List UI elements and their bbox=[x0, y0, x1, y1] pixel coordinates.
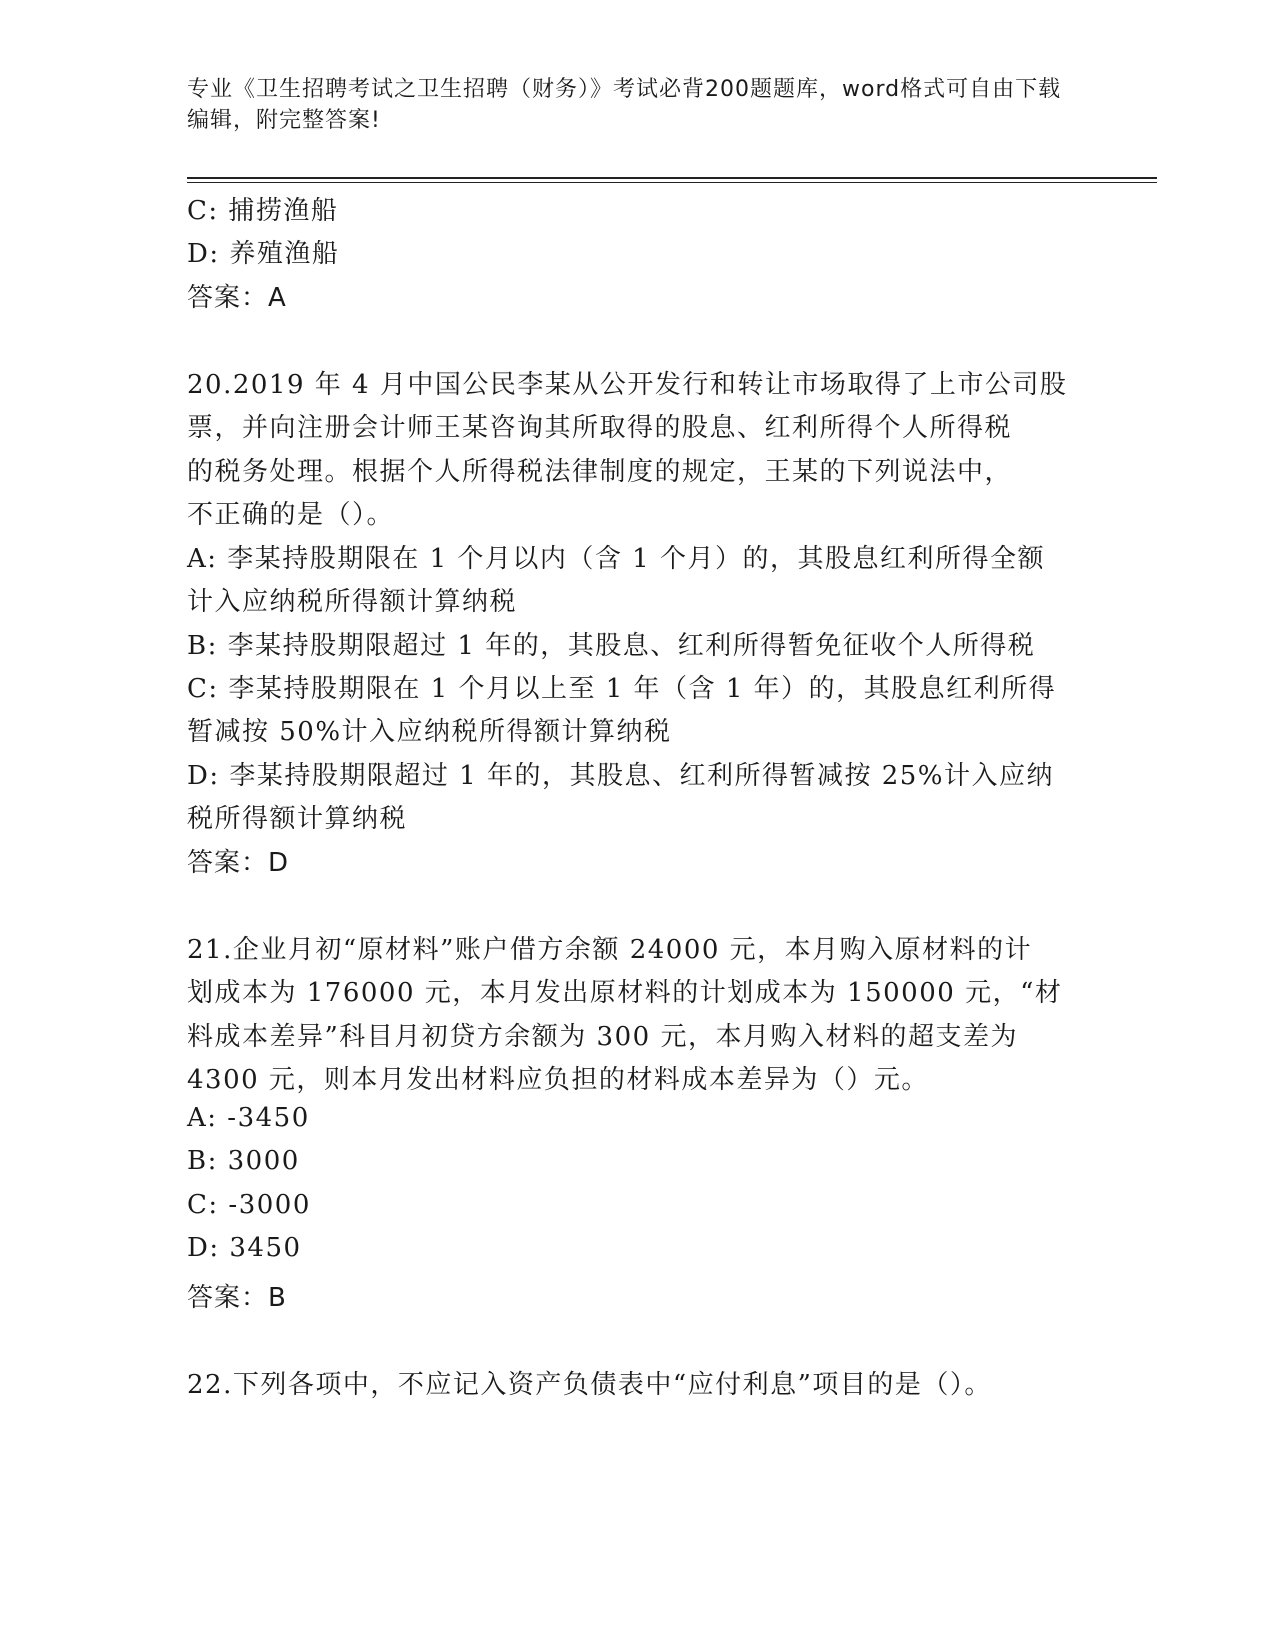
option-line: A: 李某持股期限在 1 个月以内（含 1 个月）的，其股息红利所得全额 bbox=[187, 544, 1045, 574]
option-line: 税所得额计算纳税 bbox=[187, 804, 408, 834]
question-line: 划成本为 176000 元，本月发出原材料的计划成本为 150000 元，“材 bbox=[187, 978, 1063, 1008]
answer-line: 答案：D bbox=[187, 848, 290, 878]
option-line: C: -3000 bbox=[187, 1190, 311, 1220]
option-line: 计入应纳税所得额计算纳税 bbox=[187, 587, 518, 617]
header-divider-thick bbox=[187, 177, 1157, 179]
option-line: B: 3000 bbox=[187, 1146, 300, 1176]
header-divider-thin bbox=[187, 182, 1157, 183]
option-line: D: 养殖渔船 bbox=[187, 239, 340, 269]
option-line: C: 李某持股期限在 1 个月以上至 1 年（含 1 年）的，其股息红利所得 bbox=[187, 674, 1057, 704]
question-line: 料成本差异”科目月初贷方余额为 300 元，本月购入材料的超支差为 bbox=[187, 1022, 1018, 1052]
question-line: 4300 元，则本月发出材料应负担的材料成本差异为（）元。 bbox=[187, 1065, 929, 1095]
option-line: C: 捕捞渔船 bbox=[187, 196, 339, 226]
question-line: 票，并向注册会计师王某咨询其所取得的股息、红利所得个人所得税 bbox=[187, 413, 1013, 443]
option-line: B: 李某持股期限超过 1 年的，其股息、红利所得暂免征收个人所得税 bbox=[187, 631, 1036, 661]
answer-line: 答案：A bbox=[187, 283, 287, 313]
option-line: A: -3450 bbox=[187, 1103, 310, 1133]
question-line: 的税务处理。根据个人所得税法律制度的规定，王某的下列说法中， bbox=[187, 457, 1013, 487]
document-header: 专业《卫生招聘考试之卫生招聘（财务）》考试必背200题题库，word格式可自由下载编辑，附完整答案! bbox=[187, 77, 1062, 133]
question-line: 22.下列各项中，不应记入资产负债表中“应付利息”项目的是（）。 bbox=[187, 1370, 992, 1400]
question-line: 20.2019 年 4 月中国公民李某从公开发行和转让市场取得了上市公司股 bbox=[187, 370, 1068, 400]
question-line: 不正确的是（）。 bbox=[187, 500, 395, 530]
question-line: 21.企业月初“原材料”账户借方余额 24000 元，本月购入原材料的计 bbox=[187, 935, 1033, 965]
answer-line: 答案：B bbox=[187, 1283, 287, 1313]
option-line: 暂减按 50%计入应纳税所得额计算纳税 bbox=[187, 717, 672, 747]
option-line: D: 3450 bbox=[187, 1233, 302, 1263]
option-line: D: 李某持股期限超过 1 年的，其股息、红利所得暂减按 25%计入应纳 bbox=[187, 761, 1054, 791]
